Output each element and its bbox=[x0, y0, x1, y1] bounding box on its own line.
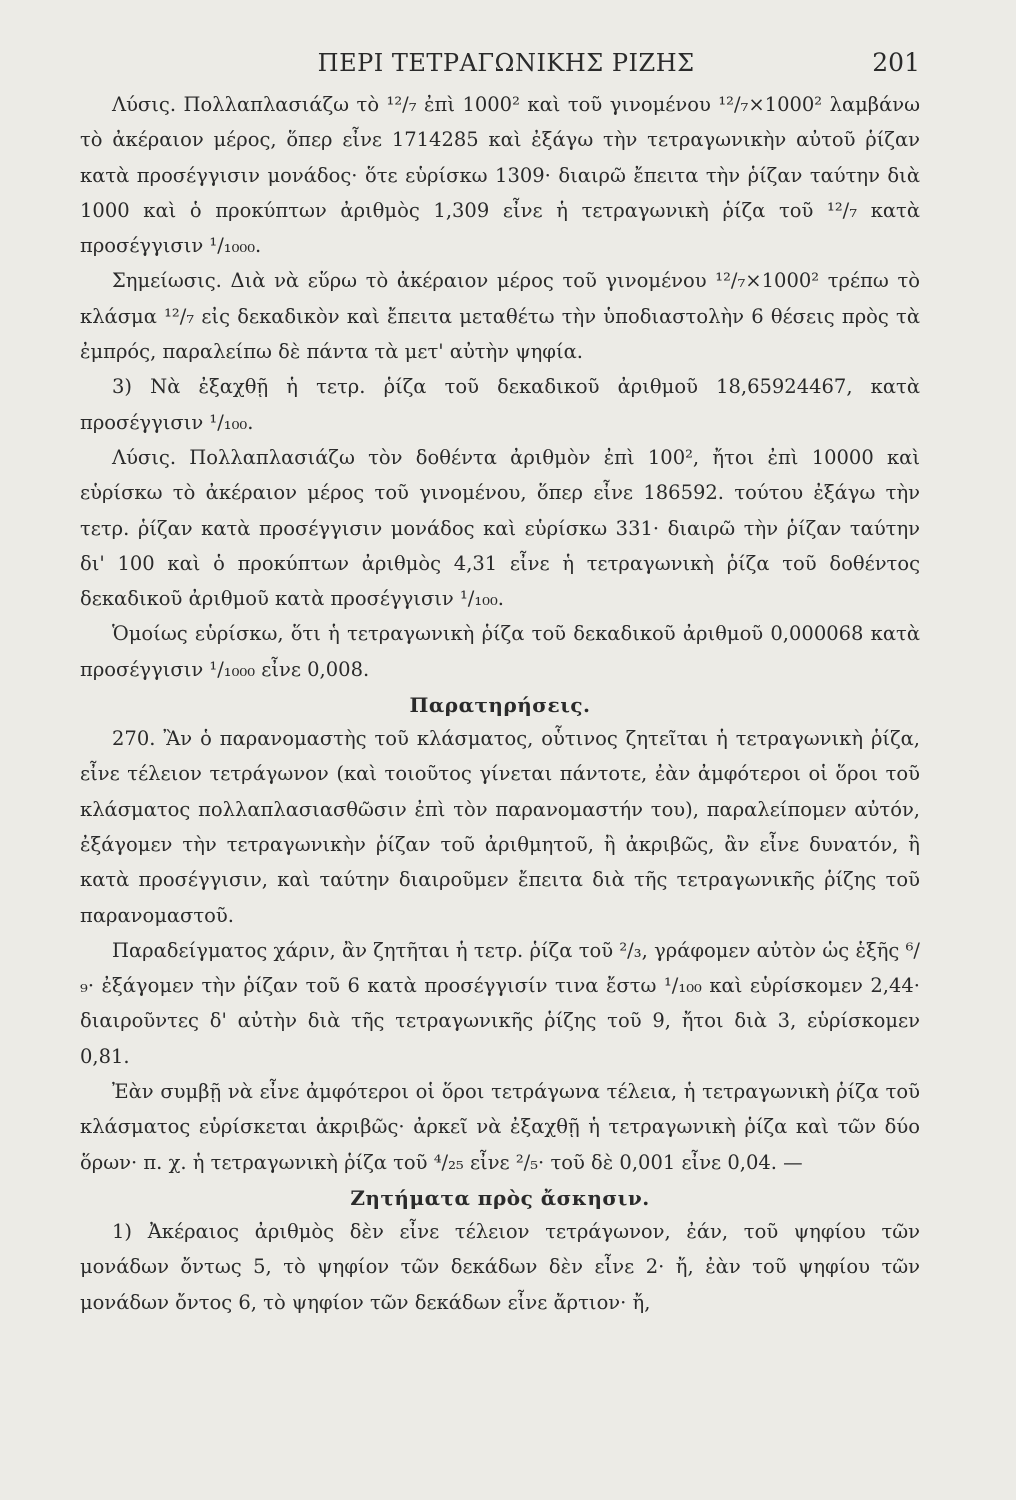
paragraph-similarly: Ὁμοίως εὑρίσκω, ὅτι ἡ τετραγωνικὴ ῥίζα τοῦ δεκαδικοῦ ἀριθμοῦ 0,000068 κατὰ προσέγγισιν ¹/₁₀₀₀ εἶνε 0,008. bbox=[80, 622, 920, 681]
page-number: 201 bbox=[872, 48, 920, 77]
page-header bbox=[80, 48, 920, 77]
section-heading-remarks: Παρατηρήσεις. bbox=[409, 693, 591, 718]
running-head: ΠΕΡΙ ΤΕΤΡΑΓΩΝΙΚΗΣ ΡΙΖΗΣ bbox=[317, 49, 695, 77]
paragraph-solution-1: Λύσις. Πολλαπλασιάζω τὸ ¹²/₇ ἐπὶ 1000² καὶ τοῦ γινομένου ¹²/₇×1000² λαμβάνω τὸ ἀκέραιον μέρος, ὅπερ εἶνε 1714285 καὶ ἐξάγω τὴν τετραγωνικὴν αὐτοῦ ῥίζαν κατὰ προσέγγισιν μονάδος· ὅτε εὑρίσκω 1309· διαιρῶ ἔπειτα τὴν ῥίζαν ταύτην διὰ 1000 καὶ ὁ προκύπτων ἀριθμὸς 1,309 εἶνε ἡ τετραγωνικὴ ῥίζα τοῦ ¹²/₇ κατὰ προσέγγισιν ¹/₁₀₀₀. bbox=[80, 93, 920, 258]
body-text bbox=[80, 87, 920, 1320]
paragraph-example: Παραδείγματος χάριν, ἂν ζητῆται ἡ τετρ. ῥίζα τοῦ ²/₃, γράφομεν αὐτὸν ὡς ἑξῆς ⁶/₉· ἐξάγομεν τὴν ῥίζαν τοῦ 6 κατὰ προσέγγισίν τινα ἔστω ¹/₁₀₀ καὶ εὑρίσκομεν 2,44· διαιροῦντες δ' αὐτὴν διὰ τῆς τετραγωνικῆς ῥίζης τοῦ 9, ἤτοι διὰ 3, εὑρίσκομεν 0,81. bbox=[80, 938, 920, 1068]
paragraph-perfect-squares: Ἐὰν συμβῇ νὰ εἶνε ἀμφότεροι οἱ ὅροι τετράγωνα τέλεια, ἡ τετραγωνικὴ ῥίζα τοῦ κλάσματος εὑρίσκεται ἀκριβῶς· ἀρκεῖ νὰ ἐξαχθῇ ἡ τετραγωνικὴ ῥίζα καὶ τῶν δύο ὅρων· π. χ. ἡ τετραγωνικὴ ῥίζα τοῦ ⁴/₂₅ εἶνε ²/₅· τοῦ δὲ 0,001 εἶνε 0,04. — bbox=[80, 1080, 920, 1174]
paragraph-exercise-1: 1) Ἀκέραιος ἀριθμὸς δὲν εἶνε τέλειον τετράγωνον, ἐάν, τοῦ ψηφίου τῶν μονάδων ὄντως 5, τὸ ψηφίον τῶν δεκάδων δὲν εἶνε 2· ἤ, ἐὰν τοῦ ψηφίου τῶν μονάδων ὄντος 6, τὸ ψηφίον τῶν δεκάδων εἶνε ἄρτιον· ἤ, bbox=[80, 1219, 920, 1314]
paragraph-exercise-3: 3) Νὰ ἐξαχθῇ ἡ τετρ. ῥίζα τοῦ δεκαδικοῦ ἀριθμοῦ 18,65924467, κατὰ προσέγγισιν ¹/₁₀₀. bbox=[80, 375, 920, 434]
paragraph-solution-2: Λύσις. Πολλαπλασιάζω τὸν δοθέντα ἀριθμὸν ἐπὶ 100², ἤτοι ἐπὶ 10000 καὶ εὑρίσκω τὸ ἀκέραιον μέρος τοῦ γινομένου, ὅπερ εἶνε 186592. τούτου ἐξάγω τὴν τετρ. ῥίζαν κατὰ προσέγγισιν μονάδος καὶ εὑρίσκω 331· διαιρῶ τὴν ῥίζαν ταύτην δι' 100 καὶ ὁ προκύπτων ἀριθμὸς 4,31 εἶνε ἡ τετραγωνικὴ ῥίζα τοῦ δοθέντος δεκαδικοῦ ἀριθμοῦ κατὰ προσέγγισιν ¹/₁₀₀. bbox=[80, 445, 920, 611]
section-heading-exercises: Ζητήματα πρὸς ἄσκησιν. bbox=[350, 1185, 650, 1210]
paragraph-note: Σημείωσις. Διὰ νὰ εὕρω τὸ ἀκέραιον μέρος τοῦ γινομένου ¹²/₇×1000² τρέπω τὸ κλάσμα ¹²/₇ εἰς δεκαδικὸν καὶ ἔπειτα μεταθέτω τὴν ὑποδιαστολὴν 6 θέσεις πρὸς τὰ ἐμπρός, παραλείπω δὲ πάντα τὰ μετ' αὐτὴν ψηφία. bbox=[80, 269, 920, 364]
paragraph-270: 270. Ἂν ὁ παρανομαστὴς τοῦ κλάσματος, οὗτινος ζητεῖται ἡ τετραγωνικὴ ῥίζα, εἶνε τέλειον τετράγωνον (καὶ τοιοῦτος γίνεται πάντοτε, ἐὰν ἀμφότεροι οἱ ὅροι τοῦ κλάσματος πολλαπλασιασθῶσιν ἐπὶ τὸν παρανομαστήν του), παραλείπομεν αὐτόν, ἐξάγομεν τὴν τετραγωνικὴν ῥίζαν τοῦ ἀριθμητοῦ, ἢ ἀκριβῶς, ἂν εἶνε δυνατόν, ἢ κατὰ προσέγγισιν, καὶ ταύτην διαιροῦμεν ἔπειτα διὰ τῆς τετραγωνικῆς ῥίζης τοῦ παρανομαστοῦ. bbox=[80, 727, 920, 927]
